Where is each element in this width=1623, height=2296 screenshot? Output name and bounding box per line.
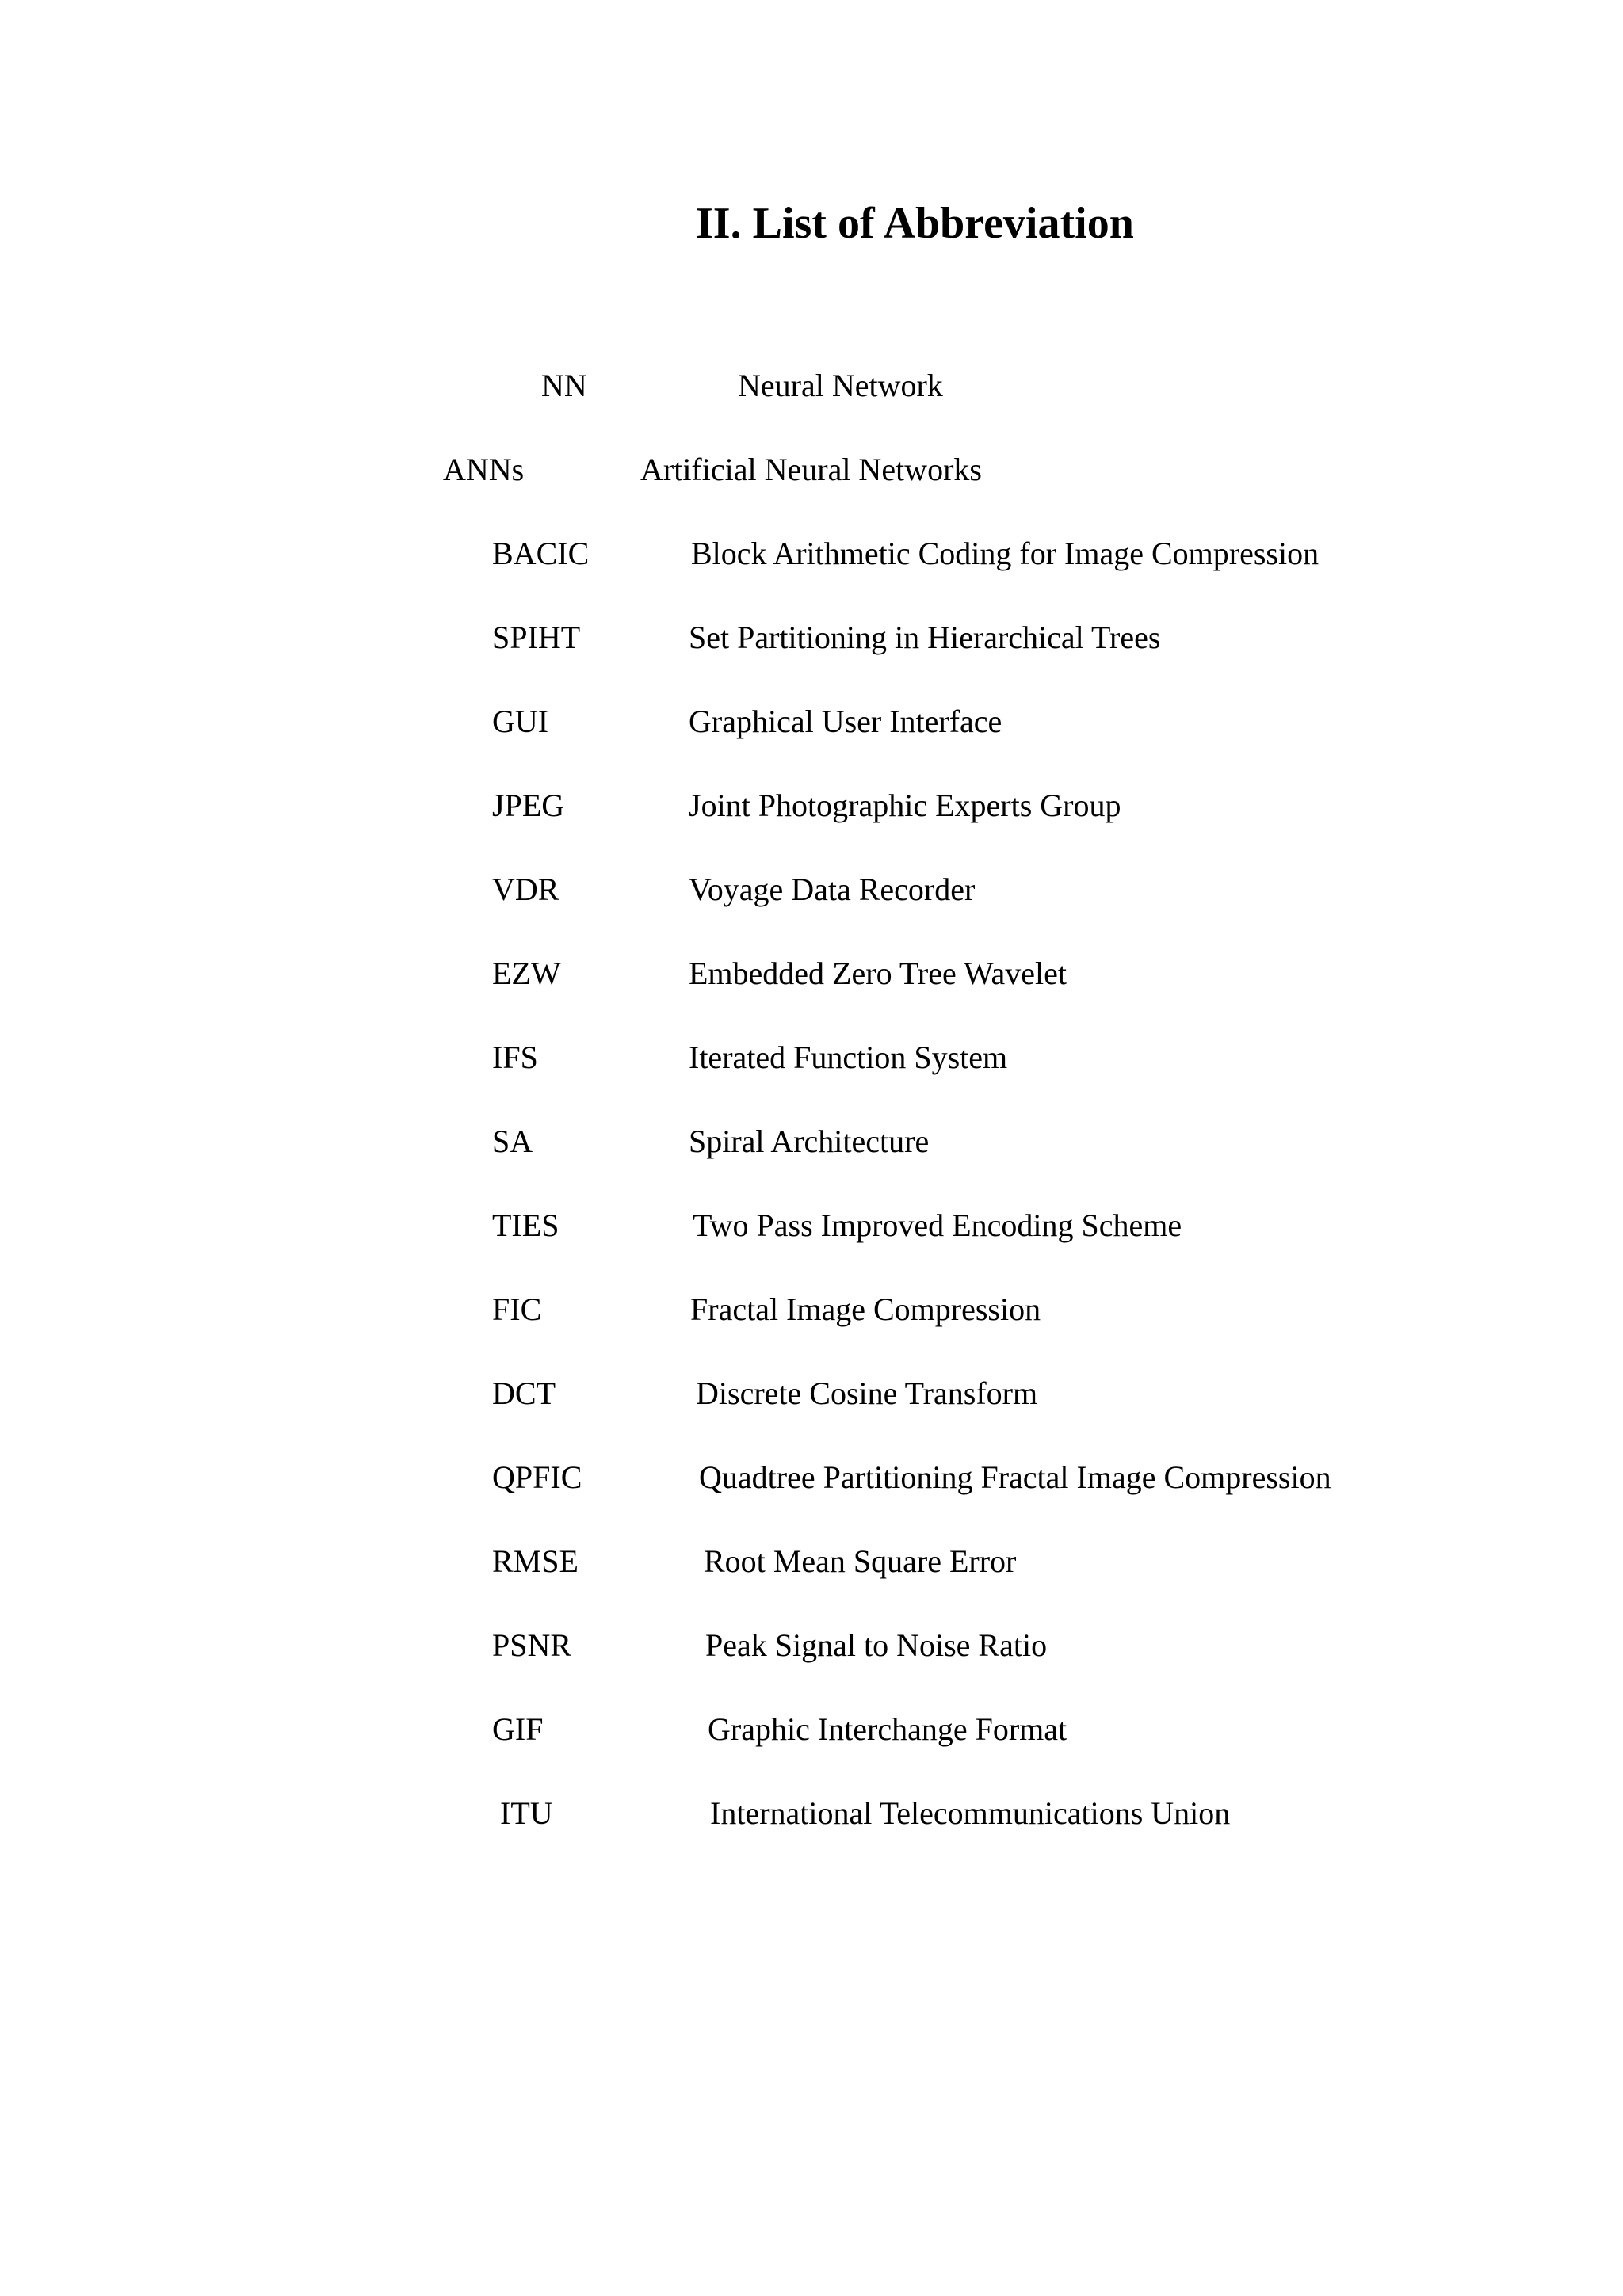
abbreviation-row <box>0 614 1623 662</box>
abbreviation-term: ANNs <box>443 452 525 487</box>
abbreviation-row <box>0 1118 1623 1165</box>
abbreviation-term: BACIC <box>492 536 590 571</box>
abbreviation-meaning: International Telecommunications Union <box>710 1795 1231 1831</box>
page-title: II. List of Abbreviation <box>696 199 1134 248</box>
abbreviation-row <box>0 1790 1623 1837</box>
abbreviation-meaning: Set Partitioning in Hierarchical Trees <box>689 620 1161 655</box>
abbreviation-meaning: Discrete Cosine Transform <box>696 1375 1038 1411</box>
abbreviation-row <box>0 1538 1623 1585</box>
abbreviation-term: DCT <box>492 1375 556 1411</box>
abbreviation-meaning: Fractal Image Compression <box>690 1291 1041 1327</box>
abbreviation-meaning: Embedded Zero Tree Wavelet <box>689 955 1067 991</box>
abbreviation-meaning: Neural Network <box>738 368 943 403</box>
abbreviation-row <box>0 782 1623 830</box>
abbreviation-term: GUI <box>492 704 549 739</box>
abbreviation-term: NN <box>541 368 587 403</box>
abbreviation-term: QPFIC <box>492 1459 582 1495</box>
abbreviation-row <box>0 1202 1623 1249</box>
abbreviation-term: EZW <box>492 955 561 991</box>
abbreviation-term: JPEG <box>492 788 565 823</box>
abbreviation-meaning: Quadtree Partitioning Fractal Image Compression <box>699 1459 1331 1495</box>
abbreviation-row <box>0 698 1623 746</box>
abbreviation-term: FIC <box>492 1291 542 1327</box>
abbreviation-row <box>0 1370 1623 1417</box>
abbreviation-meaning: Graphical User Interface <box>689 704 1002 739</box>
abbreviation-term: RMSE <box>492 1543 579 1579</box>
abbreviation-row <box>0 1706 1623 1753</box>
abbreviation-term: SPIHT <box>492 620 581 655</box>
abbreviation-meaning: Iterated Function System <box>689 1039 1008 1075</box>
abbreviation-row <box>0 866 1623 913</box>
abbreviation-term: GIF <box>492 1711 544 1747</box>
abbreviation-meaning: Joint Photographic Experts Group <box>689 788 1121 823</box>
abbreviation-row <box>0 362 1623 410</box>
abbreviation-term: TIES <box>492 1207 559 1243</box>
abbreviation-meaning: Graphic Interchange Format <box>708 1711 1067 1747</box>
abbreviation-meaning: Voyage Data Recorder <box>689 871 976 907</box>
abbreviation-row <box>0 446 1623 494</box>
abbreviation-meaning: Root Mean Square Error <box>704 1543 1017 1579</box>
abbreviation-meaning: Peak Signal to Noise Ratio <box>705 1627 1048 1663</box>
abbreviation-meaning: Two Pass Improved Encoding Scheme <box>693 1207 1182 1243</box>
abbreviation-meaning: Artificial Neural Networks <box>640 452 982 487</box>
abbreviation-row <box>0 1286 1623 1333</box>
abbreviation-row <box>0 1034 1623 1081</box>
abbreviation-meaning: Spiral Architecture <box>689 1123 930 1159</box>
abbreviation-row <box>0 1454 1623 1501</box>
abbreviation-row <box>0 1622 1623 1669</box>
abbreviation-meaning: Block Arithmetic Coding for Image Compression <box>691 536 1319 571</box>
abbreviation-term: IFS <box>492 1039 538 1075</box>
abbreviation-row <box>0 530 1623 578</box>
abbreviation-term: PSNR <box>492 1627 572 1663</box>
abbreviation-row <box>0 950 1623 997</box>
abbreviation-term: SA <box>492 1123 533 1159</box>
abbreviation-term: ITU <box>500 1795 553 1831</box>
abbreviation-term: VDR <box>492 871 559 907</box>
